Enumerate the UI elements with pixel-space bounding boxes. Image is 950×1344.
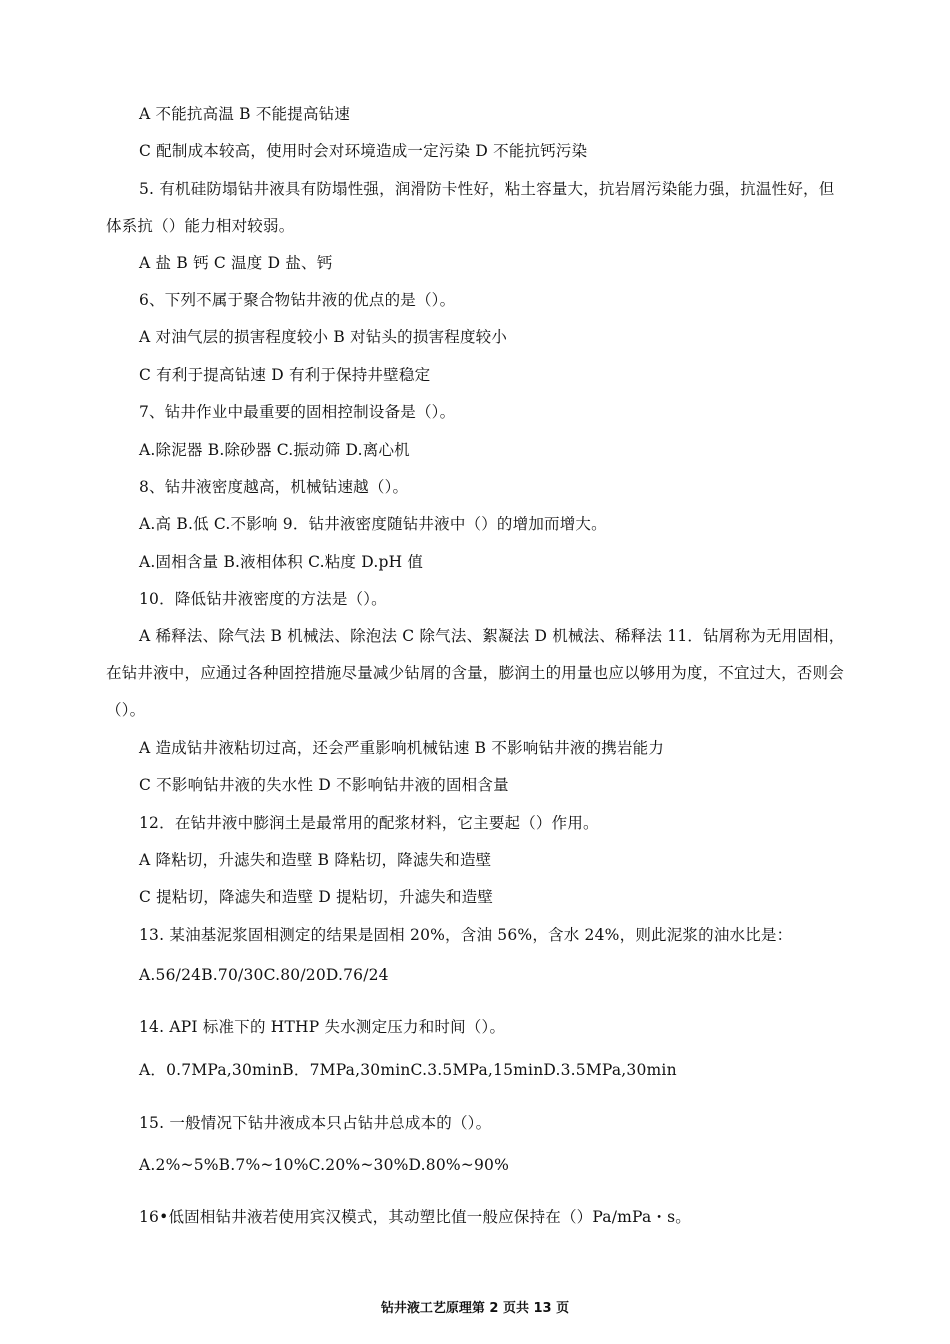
question-12-options-cd: C 提粘切，降滤失和造壁 D 提粘切，升滤失和造壁 xyxy=(139,888,494,906)
question-13: 13. 某油基泥浆固相测定的结果是固相 20%，含油 56%，含水 24%，则此泥浆的油水比是： xyxy=(139,926,793,944)
question-16: 16•低固相钻井液若使用宾汉模式，其动塑比值一般应保持在（）Pa/mPa・s。 xyxy=(139,1208,691,1226)
question-14: 14. API 标准下的 HTHP 失水测定压力和时间（）。 xyxy=(139,1018,506,1036)
page-footer: 钻井液工艺原理第 2 页共 13 页 xyxy=(380,1301,570,1316)
question-7: 7、钻井作业中最重要的固相控制设备是（）。 xyxy=(139,403,456,421)
question-15-options: A.2%~5%B.7%~10%C.20%~30%D.80%~90% xyxy=(139,1156,510,1174)
question-11-options-ab: A 造成钻井液粘切过高，还会严重影响机械钻速 B 不影响钻井液的携岩能力 xyxy=(139,739,665,757)
question-7-options: A.除泥器 B.除砂器 C.振动筛 D.离心机 xyxy=(139,441,410,459)
question-8: 8、钻井液密度越高，机械钻速越（）。 xyxy=(139,478,409,496)
question-12: 12．在钻井液中膨润土是最常用的配浆材料，它主要起（）作用。 xyxy=(139,814,599,832)
text-line-a-b-options-1: A 不能抗高温 B 不能提高钻速 xyxy=(139,105,351,123)
question-14-options: A．0.7MPa,30minB．7MPa,30minC.3.5MPa,15minD.3.5MPa,30min xyxy=(139,1061,677,1079)
question-5-options: A 盐 B 钙 C 温度 D 盐、钙 xyxy=(139,254,333,272)
question-6: 6、下列不属于聚合物钻井液的优点的是（）。 xyxy=(139,291,456,309)
question-13-options: A.56/24B.70/30C.80/20D.76/24 xyxy=(139,966,389,984)
text-line-c-d-options-1: C 配制成本较高，使用时会对环境造成一定污染 D 不能抗钙污染 xyxy=(139,142,588,160)
question-12-options-ab: A 降粘切，升滤失和造壁 B 降粘切，降滤失和造壁 xyxy=(139,851,492,869)
question-9-options: A.固相含量 B.液相体积 C.粘度 D.pH 值 xyxy=(139,553,424,571)
question-8-options-question-9: A.高 B.低 C.不影响 9．钻井液密度随钻井液中（）的增加而增大。 xyxy=(139,515,607,533)
question-6-options-ab: A 对油气层的损害程度较小 B 对钻头的损害程度较小 xyxy=(139,328,508,346)
question-11-options-cd: C 不影响钻井液的失水性 D 不影响钻井液的固相含量 xyxy=(139,776,509,794)
question-10-options-question-11: A 稀释法、除气法 B 机械法、除泡法 C 除气法、絮凝法 D 机械法、稀释法 11．钻屑称为无用固相，在钻井液中，应通过各种固控措施尽量减少钻屑的含量，膨润土的用量也应以够用为度，不宜过大，否则会（）。 xyxy=(106,627,845,719)
question-10: 10．降低钻井液密度的方法是（）。 xyxy=(139,590,387,608)
question-6-options-cd: C 有利于提高钻速 D 有利于保持井壁稳定 xyxy=(139,366,431,384)
question-15: 15. 一般情况下钻井液成本只占钻井总成本的（）。 xyxy=(139,1114,492,1132)
question-5: 5. 有机硅防塌钻井液具有防塌性强，润滑防卡性好，粘土容量大，抗岩屑污染能力强，抗温性好，但体系抗（）能力相对较弱。 xyxy=(106,180,835,235)
